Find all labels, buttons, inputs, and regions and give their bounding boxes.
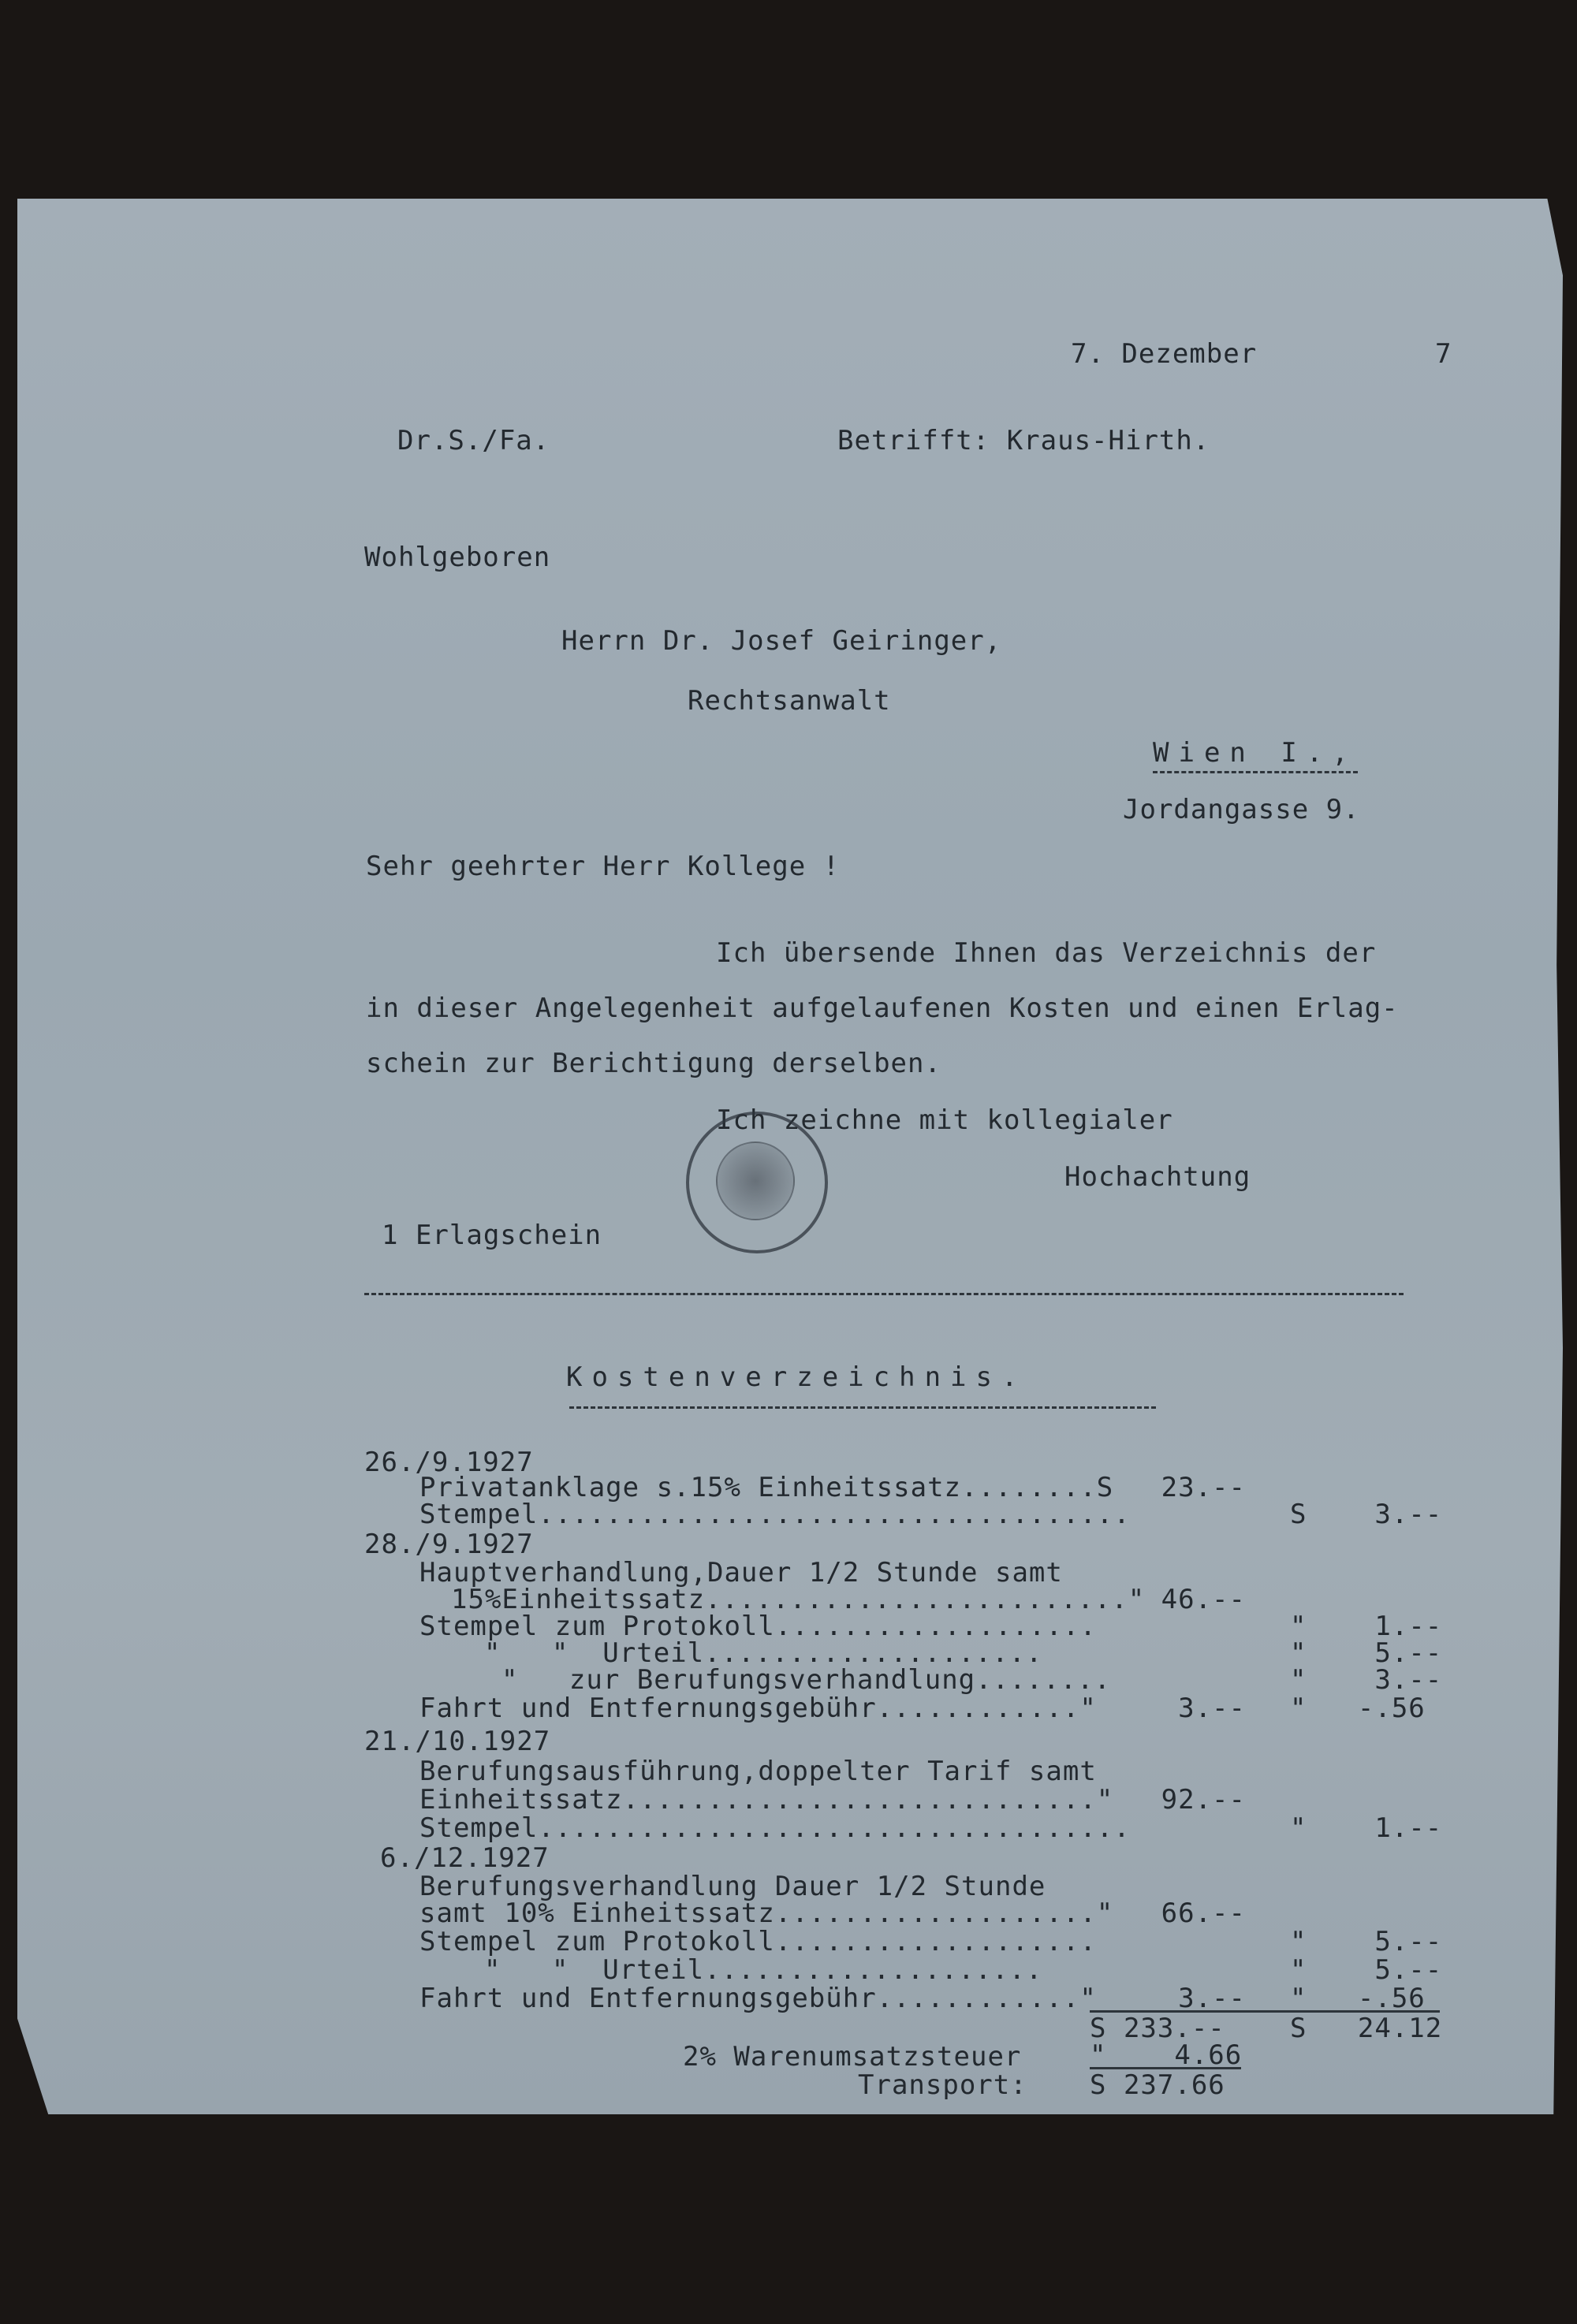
subtotal-stamps: S 24.12 xyxy=(1290,2013,1443,2044)
entry-fee: 3.-- xyxy=(1178,1983,1246,2014)
entry-fee: 3.-- xyxy=(1178,1693,1246,1724)
entry-stamp-fee: " 5.-- xyxy=(1290,1637,1443,1669)
entry-stamp-fee: " 3.-- xyxy=(1290,1664,1443,1696)
entry-date: 21./10.1927 xyxy=(364,1726,551,1757)
entry-text: Berufungsausführung,doppelter Tarif samt xyxy=(419,1756,1097,1787)
title-underline xyxy=(569,1406,1156,1409)
body-line-2: in dieser Angelegenheit aufgelaufenen Kosten und einen Erlag- xyxy=(366,993,1399,1024)
entry-text: " " Urteil.................... xyxy=(484,1637,1043,1669)
entry-text: Berufungsverhandlung Dauer 1/2 Stunde xyxy=(419,1871,1046,1902)
salutation-title: Wohlgeboren xyxy=(364,542,551,573)
separator-rule xyxy=(364,1293,1404,1295)
tax-label: 2% Warenumsatzsteuer xyxy=(683,2041,1022,2073)
enclosure: 1 Erlagschein xyxy=(382,1220,602,1251)
greeting: Sehr geehrter Herr Kollege ! xyxy=(366,851,841,882)
entry-stamp-fee: " 1.-- xyxy=(1290,1812,1443,1844)
entry-stamp-fee: " 5.-- xyxy=(1290,1926,1443,1957)
entry-stamp-fee: " 1.-- xyxy=(1290,1611,1443,1642)
transport-value: S 237.66 xyxy=(1090,2069,1225,2101)
entry-stamp-fee: " -.56 xyxy=(1290,1693,1426,1724)
reference: Dr.S./Fa. xyxy=(397,425,550,456)
page-mark: 7 xyxy=(1435,338,1452,370)
entry-text: Hauptverhandlung,Dauer 1/2 Stunde samt xyxy=(419,1557,1063,1588)
subject-line: Betrifft: Kraus-Hirth. xyxy=(837,425,1210,456)
recipient-street: Jordangasse 9. xyxy=(1123,794,1360,825)
entry-fee: 46.-- xyxy=(1161,1584,1246,1615)
tax-value: " 4.66 xyxy=(1090,2039,1243,2071)
entry-text: Stempel................................... xyxy=(419,1812,1131,1844)
entry-text: Stempel................................... xyxy=(419,1499,1131,1530)
entry-text: Fahrt und Entfernungsgebühr............" xyxy=(419,1693,1097,1724)
entry-text: Einheitssatz............................" xyxy=(419,1784,1114,1816)
entry-text: Stempel zum Protokoll................... xyxy=(419,1611,1097,1642)
entry-fee: 92.-- xyxy=(1161,1784,1246,1816)
entry-text: Fahrt und Entfernungsgebühr............" xyxy=(419,1983,1097,2014)
entry-date: 26./9.1927 xyxy=(364,1447,534,1478)
recipient-profession: Rechtsanwalt xyxy=(688,685,891,717)
entry-date: 28./9.1927 xyxy=(364,1529,534,1560)
entry-fee: 66.-- xyxy=(1161,1898,1246,1929)
transport-label: Transport: xyxy=(858,2069,1027,2101)
body-line-3: schein zur Berichtigung derselben. xyxy=(366,1048,941,1079)
entry-stamp-fee: S 3.-- xyxy=(1290,1499,1443,1530)
entry-text: 15%Einheitssatz........................." xyxy=(451,1584,1146,1615)
recipient-name: Herrn Dr. Josef Geiringer, xyxy=(561,625,1002,657)
closing-line-1: Ich zeichne mit kollegialer xyxy=(716,1104,1173,1136)
entry-stamp-fee: " 5.-- xyxy=(1290,1954,1443,1986)
entry-text: Privatanklage s.15% Einheitssatz........S xyxy=(419,1472,1114,1503)
entry-text: " " Urteil.................... xyxy=(484,1954,1043,1986)
entry-text: samt 10% Einheitssatz..................." xyxy=(419,1898,1114,1929)
official-stamp xyxy=(686,1112,828,1253)
subtotal-fees: S 233.-- xyxy=(1090,2013,1225,2044)
entry-stamp-fee: " -.56 xyxy=(1290,1983,1426,2014)
entry-date: 6./12.1927 xyxy=(380,1842,550,1874)
cost-list-title: Kostenverzeichnis. xyxy=(566,1361,1027,1393)
closing-line-2: Hochachtung xyxy=(1064,1161,1251,1193)
entry-text: Stempel zum Protokoll................... xyxy=(419,1926,1097,1957)
date: 7. Dezember xyxy=(1071,338,1258,370)
entry-fee: 23.-- xyxy=(1161,1472,1246,1503)
recipient-city: Wien I., xyxy=(1153,739,1358,773)
entry-text: " zur Berufungsverhandlung........ xyxy=(501,1664,1111,1696)
body-line-1: Ich übersende Ihnen das Verzeichnis der xyxy=(716,937,1377,969)
